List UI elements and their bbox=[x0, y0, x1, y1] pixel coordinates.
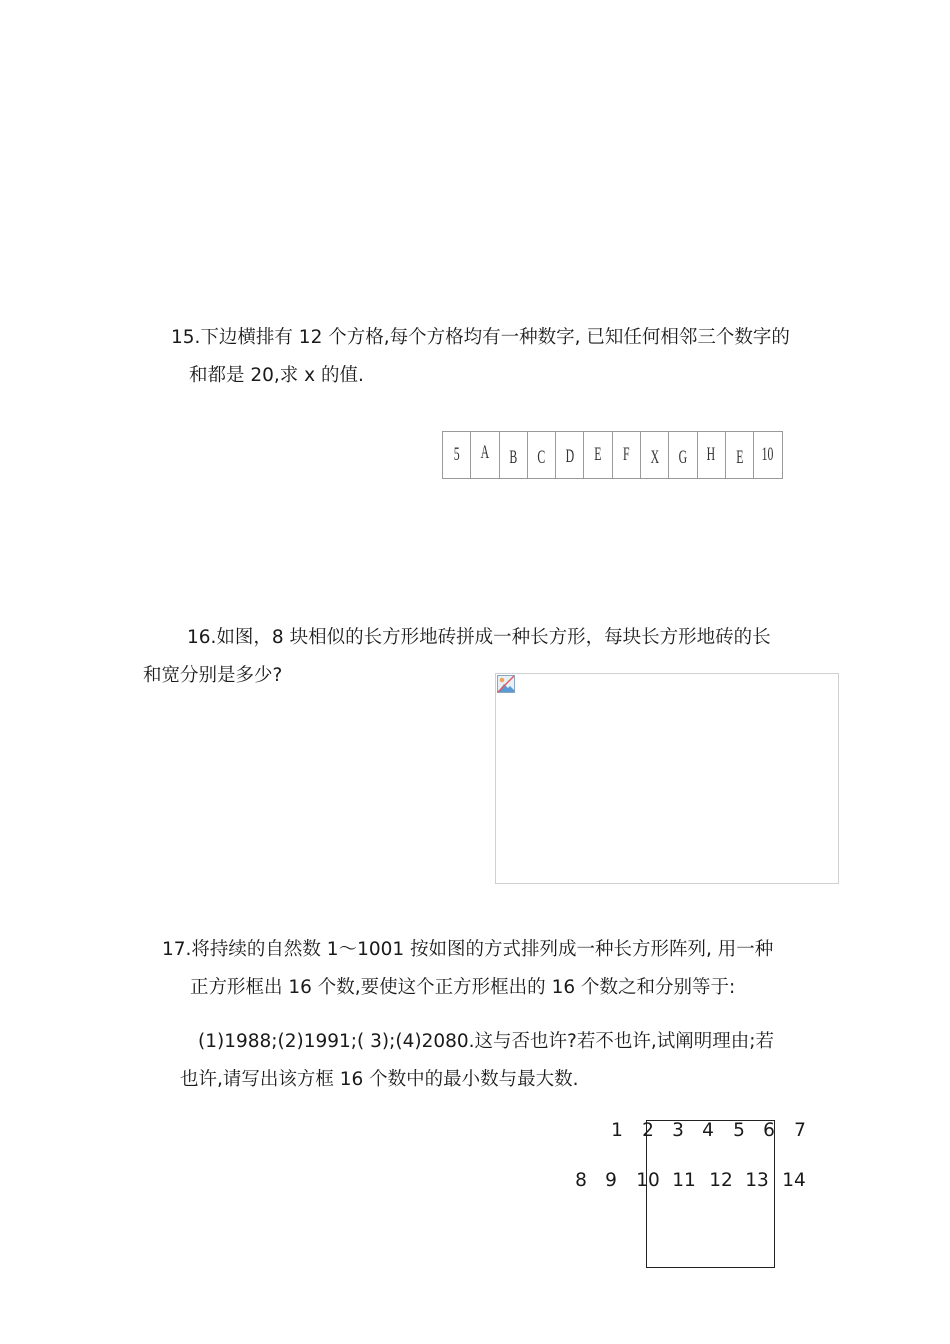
grid-cell: C bbox=[528, 432, 556, 478]
grid-cell: H bbox=[698, 432, 726, 478]
q15-number-grid bbox=[442, 431, 783, 479]
grid-cell: G bbox=[669, 432, 697, 478]
array-number: 3 bbox=[672, 1120, 684, 1141]
square-selection-frame bbox=[646, 1120, 775, 1268]
grid-cell: X bbox=[641, 432, 669, 478]
array-number: 14 bbox=[782, 1170, 806, 1191]
grid-cell: F bbox=[613, 432, 641, 478]
q17-text-line1: 17.将持续的自然数 1～1001 按如图的方式排列成一种长方形阵列, 用一种 bbox=[162, 939, 774, 960]
broken-image-icon bbox=[497, 675, 515, 693]
q17-text-line3: (1)1988;(2)1991;( 3);(4)2080.这与否也许?若不也许,试阐明理由;若 bbox=[198, 1031, 774, 1052]
q16-text-line2: 和宽分别是多少? bbox=[143, 665, 283, 686]
q17-text-line2: 正方形框出 16 个数,要使这个正方形框出的 16 个数之和分别等于: bbox=[190, 977, 736, 998]
array-number: 11 bbox=[672, 1170, 696, 1191]
grid-cell: 5 bbox=[443, 432, 471, 478]
array-number: 6 bbox=[763, 1120, 775, 1141]
array-number: 4 bbox=[702, 1120, 714, 1141]
q15-text-line2: 和都是 20,求 x 的值. bbox=[189, 365, 364, 386]
q15-text-line1: 15.下边横排有 12 个方格,每个方格均有一种数字, 已知任何相邻三个数字的 bbox=[171, 327, 790, 348]
array-number: 2 bbox=[642, 1120, 654, 1141]
array-number: 9 bbox=[605, 1170, 617, 1191]
grid-cell: E bbox=[584, 432, 612, 478]
q16-text-line1: 16.如图，8 块相似的长方形地砖拼成一种长方形，每块长方形地砖的长 bbox=[187, 627, 771, 648]
array-number: 13 bbox=[745, 1170, 769, 1191]
array-number: 7 bbox=[794, 1120, 806, 1141]
grid-cell: 10 bbox=[754, 432, 782, 478]
grid-cell: A bbox=[471, 432, 499, 478]
grid-cell: D bbox=[556, 432, 584, 478]
array-number: 5 bbox=[733, 1120, 745, 1141]
array-number: 1 bbox=[611, 1120, 623, 1141]
grid-cell: B bbox=[500, 432, 528, 478]
array-number: 8 bbox=[575, 1170, 587, 1191]
tile-figure-placeholder bbox=[495, 673, 839, 884]
grid-cell: E bbox=[726, 432, 754, 478]
array-number: 12 bbox=[709, 1170, 733, 1191]
array-number: 10 bbox=[636, 1170, 660, 1191]
q17-text-line4: 也许,请写出该方框 16 个数中的最小数与最大数. bbox=[180, 1069, 579, 1090]
